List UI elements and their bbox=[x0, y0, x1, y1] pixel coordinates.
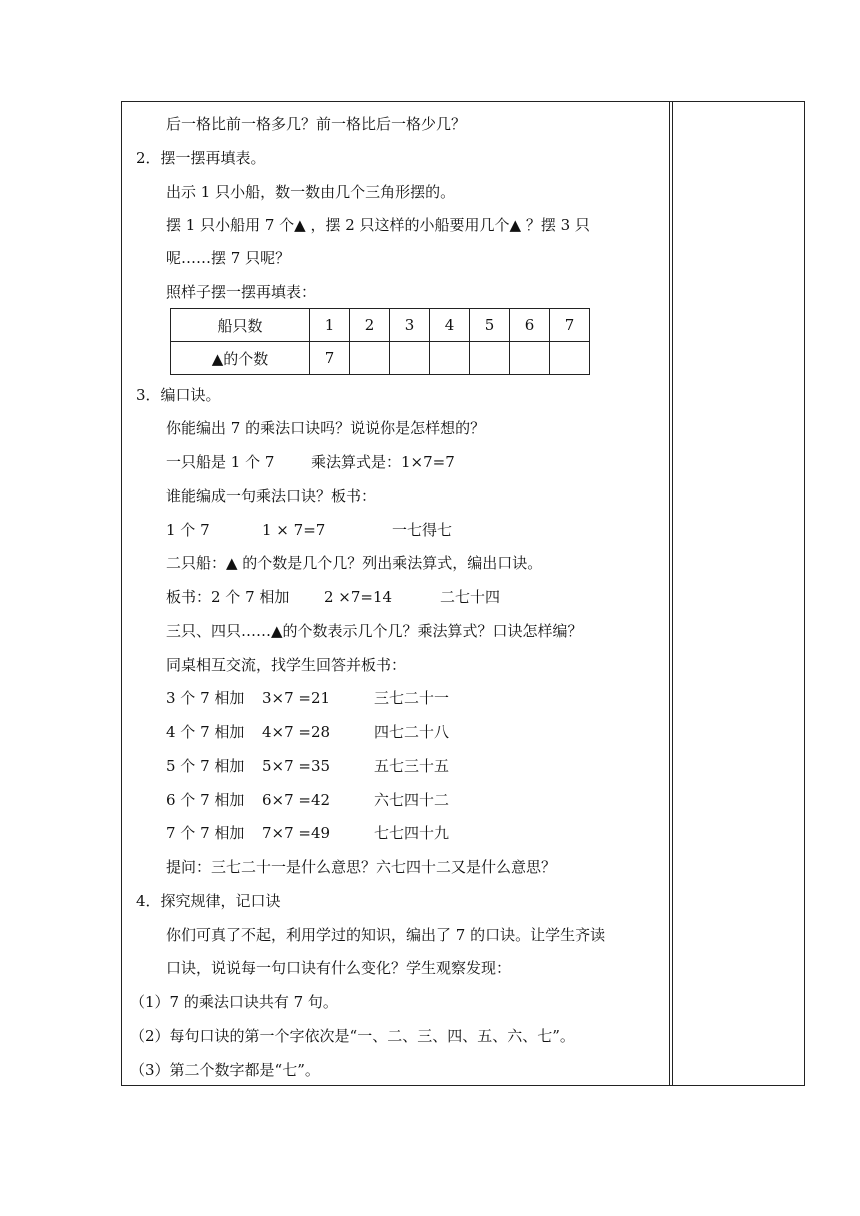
formula-mnemonic: 七七四十九 bbox=[374, 824, 450, 842]
table-cell: 2 bbox=[350, 309, 390, 342]
fill-in-table bbox=[170, 308, 590, 375]
text-line: （1）7 的乘法口诀共有 7 句。 bbox=[130, 993, 338, 1011]
formula-text: 1 个 7 bbox=[166, 521, 210, 539]
text-line: 摆 1 只小船用 7 个▲ ，摆 2 只这样的小船要用几个▲ ？摆 3 只 bbox=[166, 216, 590, 234]
formula-text: 4 个 7 相加 bbox=[166, 723, 245, 741]
formula-text: 3 个 7 相加 bbox=[166, 689, 245, 707]
formula-text: 板书：2 个 7 相加 bbox=[166, 588, 290, 606]
formula-mnemonic: 二七十四 bbox=[440, 588, 501, 606]
table-header-cell: ▲的个数 bbox=[171, 342, 310, 375]
text-line: 谁能编成一句乘法口诀？板书： bbox=[166, 487, 377, 505]
formula-equation: 3×7 =21 bbox=[262, 689, 331, 707]
formula-mnemonic: 一七得七 bbox=[392, 521, 453, 539]
table-cell: 7 bbox=[550, 309, 590, 342]
column-divider bbox=[669, 101, 673, 1086]
text-line: 二只船：▲ 的个数是几个几？列出乘法算式，编出口诀。 bbox=[166, 554, 543, 572]
formula-mnemonic: 四七二十八 bbox=[374, 723, 450, 741]
text-line: （2）每句口诀的第一个字依次是“一、二、三、四、五、六、七”。 bbox=[130, 1027, 575, 1045]
formula-equation: 1 × 7=7 bbox=[262, 521, 326, 539]
text-line: 照样子摆一摆再填表： bbox=[166, 283, 317, 301]
formula-mnemonic: 五七三十五 bbox=[374, 757, 450, 775]
text-fragment: 乘法算式是：1×7=7 bbox=[311, 453, 455, 471]
table-row bbox=[171, 342, 590, 375]
text-line: 你能编出 7 的乘法口诀吗？说说你是怎样想的？ bbox=[166, 419, 486, 437]
table-cell bbox=[470, 342, 510, 375]
table-cell bbox=[430, 342, 470, 375]
text-line: 你们可真了不起，利用学过的知识，编出了 7 的口诀。让学生齐读 bbox=[166, 926, 606, 944]
formula-equation: 6×7 =42 bbox=[262, 791, 331, 809]
table-cell: 3 bbox=[390, 309, 430, 342]
table-cell: 4 bbox=[430, 309, 470, 342]
section-heading-2: 2．摆一摆再填表。 bbox=[136, 149, 266, 167]
text-line: 后一格比前一格多几？前一格比后一格少几？ bbox=[166, 115, 467, 133]
text-line: 呢……摆 7 只呢？ bbox=[166, 249, 291, 267]
table-cell: 1 bbox=[310, 309, 350, 342]
text-fragment: 一只船是 1 个 7 bbox=[166, 453, 275, 471]
table-cell: 5 bbox=[470, 309, 510, 342]
formula-equation: 4×7 =28 bbox=[262, 723, 331, 741]
formula-equation: 5×7 =35 bbox=[262, 757, 331, 775]
text-line: 同桌相互交流，找学生回答并板书： bbox=[166, 656, 407, 674]
table-cell: 6 bbox=[510, 309, 550, 342]
formula-equation: 7×7 =49 bbox=[262, 824, 331, 842]
table-header-cell: 船只数 bbox=[171, 309, 310, 342]
formula-text: 7 个 7 相加 bbox=[166, 824, 245, 842]
table-cell bbox=[350, 342, 390, 375]
table-cell bbox=[510, 342, 550, 375]
text-line: 口诀，说说每一句口诀有什么变化？学生观察发现： bbox=[166, 959, 512, 977]
table-cell bbox=[390, 342, 430, 375]
formula-equation: 2 ×7=14 bbox=[324, 588, 393, 606]
text-line: 提问：三七二十一是什么意思？六七四十二又是什么意思？ bbox=[166, 858, 557, 876]
formula-mnemonic: 三七二十一 bbox=[374, 689, 450, 707]
table-cell: 7 bbox=[310, 342, 350, 375]
text-line: 出示 1 只小船，数一数由几个三角形摆的。 bbox=[166, 183, 456, 201]
section-heading-4: 4．探究规律，记口诀 bbox=[136, 892, 281, 910]
text-line: 三只、四只……▲的个数表示几个几？乘法算式？口诀怎样编？ bbox=[166, 622, 583, 640]
section-heading-3: 3．编口诀。 bbox=[136, 386, 221, 404]
text-line bbox=[166, 452, 455, 472]
formula-text: 5 个 7 相加 bbox=[166, 757, 245, 775]
table-cell bbox=[550, 342, 590, 375]
table-row bbox=[171, 309, 590, 342]
text-line: （3）第二个数字都是“七”。 bbox=[130, 1061, 320, 1079]
formula-text: 6 个 7 相加 bbox=[166, 791, 245, 809]
formula-mnemonic: 六七四十二 bbox=[374, 791, 450, 809]
